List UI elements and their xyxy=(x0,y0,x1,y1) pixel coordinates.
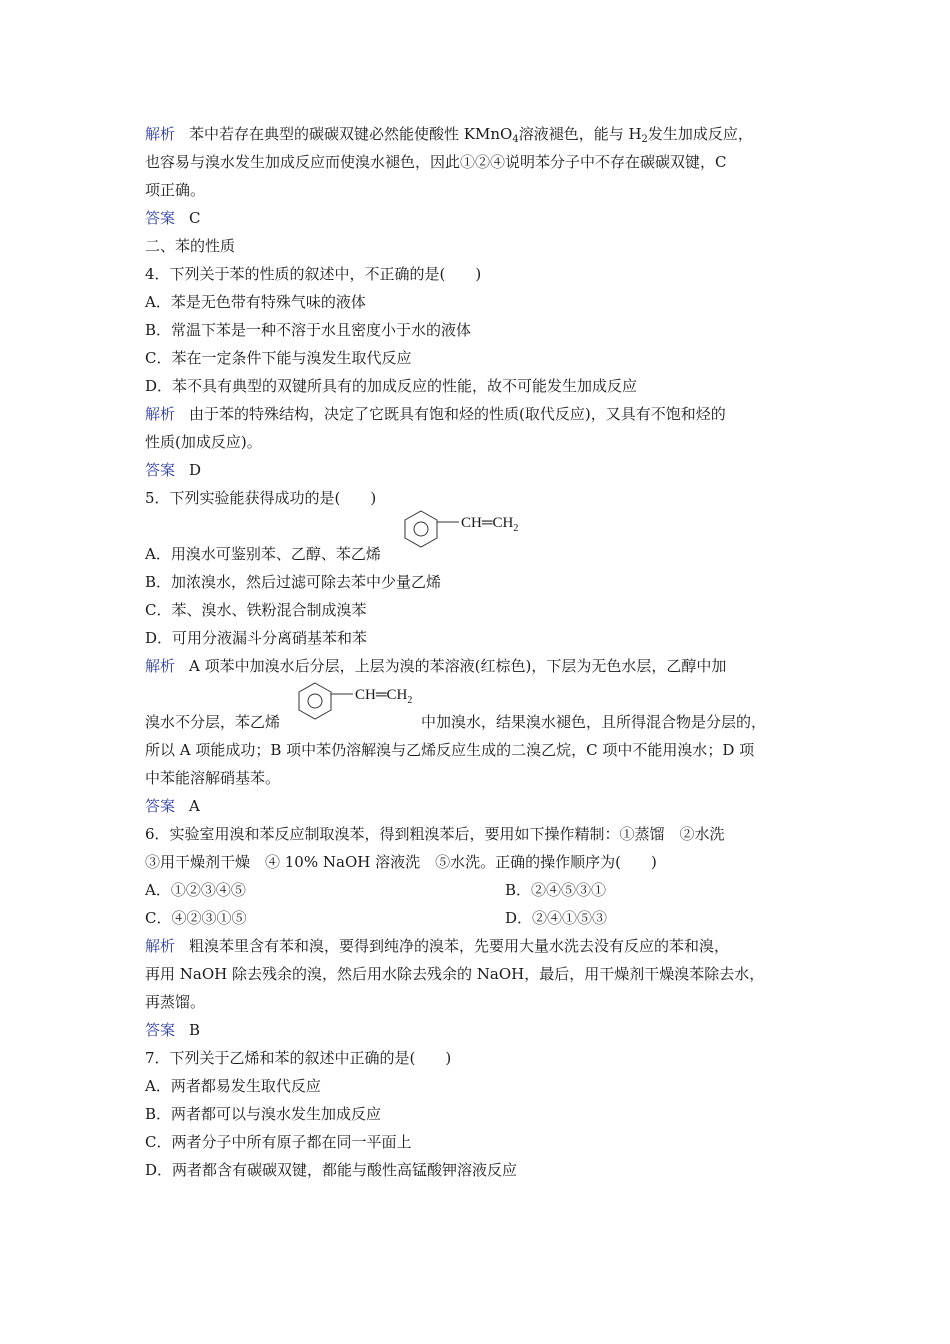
option-a: A．①②③④⑤ xyxy=(145,881,246,899)
answer-value: B xyxy=(189,1021,201,1039)
analysis-line: 项正确。 xyxy=(145,181,206,199)
analysis-line: 也容易与溴水发生加成反应而使溴水褪色，因此①②④说明苯分子中不存在碳碳双键，C xyxy=(145,153,727,171)
subscript: 4 xyxy=(512,134,519,145)
analysis-text: 由于苯的特殊结构，决定了它既具有饱和烃的性质(取代反应)，又具有不饱和烃的 xyxy=(189,405,726,423)
answer-line xyxy=(145,204,810,232)
question-stem: ③用干燥剂干燥 ④ 10% NaOH 溶液洗 ⑤水洗。正确的操作顺序为( ) xyxy=(145,853,657,871)
analysis-text: 中加溴水，结果溴水褪色，且所得混合物是分层的， xyxy=(421,713,767,731)
option-d: D．苯不具有典型的双键所具有的加成反应的性能，故不可能发生加成反应 xyxy=(145,377,638,395)
styrene-formula: $CH═CH_2$ xyxy=(461,515,519,534)
analysis-label: 解析 xyxy=(145,125,176,143)
question-stem: 6．实验室用溴和苯反应制取溴苯，得到粗溴苯后，要用如下操作精制：①蒸馏 ②水洗 xyxy=(145,825,725,843)
answer-label: 答案 xyxy=(145,461,176,479)
styrene-structure xyxy=(401,510,551,550)
analysis-line: 所以 A 项能成功；B 项中苯仍溶解溴与乙烯反应生成的二溴乙烷，C 项中不能用溴水；D 项 xyxy=(145,741,755,759)
options-row xyxy=(145,904,810,932)
analysis-text: A 项苯中加溴水后分层，上层为溴的苯溶液(红棕色)，下层为无色水层，乙醇中加 xyxy=(189,657,727,675)
section-heading: 二、苯的性质 xyxy=(145,237,236,255)
option-d: D．②④①⑤③ xyxy=(505,909,608,927)
answer-value: C xyxy=(189,209,201,227)
question-stem: 4．下列关于苯的性质的叙述中，不正确的是( ) xyxy=(145,265,482,283)
option-d: D．两者都含有碳碳双键，都能与酸性高锰酸钾溶液反应 xyxy=(145,1161,518,1179)
answer-label: 答案 xyxy=(145,1021,176,1039)
analysis-line: 再用 NaOH 除去残余的溴，然后用水除去残余的 NaOH，最后，用干燥剂干燥溴苯除去水， xyxy=(145,965,765,983)
answer-line xyxy=(145,792,810,820)
analysis-text: 粗溴苯里含有苯和溴，要得到纯净的溴苯，先要用大量水洗去没有反应的苯和溴， xyxy=(189,937,730,955)
subscript: 2 xyxy=(641,134,648,145)
option-b: B．②④⑤③① xyxy=(505,881,607,899)
answer-label: 答案 xyxy=(145,209,176,227)
option-b: B．两者都可以与溴水发生加成反应 xyxy=(145,1105,382,1123)
analysis-line-with-structure xyxy=(145,680,810,736)
analysis-line xyxy=(145,932,810,960)
option-d: D．可用分液漏斗分离硝基苯和苯 xyxy=(145,629,368,647)
analysis-line: 再蒸馏。 xyxy=(145,993,206,1011)
option-a: A．两者都易发生取代反应 xyxy=(145,1077,321,1095)
analysis-line xyxy=(145,120,810,148)
option-c: C．两者分子中所有原子都在同一平面上 xyxy=(145,1133,412,1151)
option-b: B．常温下苯是一种不溶于水且密度小于水的液体 xyxy=(145,321,472,339)
answer-line xyxy=(145,1016,810,1044)
document-page xyxy=(145,120,810,1184)
analysis-label: 解析 xyxy=(145,657,176,675)
analysis-text: 溶液褪色，能与 H xyxy=(518,125,642,143)
answer-label: 答案 xyxy=(145,797,176,815)
analysis-line xyxy=(145,400,810,428)
option-b: B．加浓溴水，然后过滤可除去苯中少量乙烯 xyxy=(145,573,442,591)
options-row xyxy=(145,876,810,904)
question-stem: 5．下列实验能获得成功的是( ) xyxy=(145,489,377,507)
analysis-text: 溴水不分层，苯乙烯 xyxy=(145,713,281,731)
answer-value: A xyxy=(189,797,200,815)
option-c: C．苯、溴水、铁粉混合制成溴苯 xyxy=(145,601,367,619)
analysis-label: 解析 xyxy=(145,937,176,955)
question-stem: 7．下列关于乙烯和苯的叙述中正确的是( ) xyxy=(145,1049,452,1067)
option-c: C．④②③①⑤ xyxy=(145,909,247,927)
analysis-line xyxy=(145,652,810,680)
answer-value: D xyxy=(189,461,202,479)
analysis-text: 发生加成反应， xyxy=(647,125,753,143)
styrene-formula: $CH═CH_2$ xyxy=(355,687,413,706)
analysis-line: 中苯能溶解硝基苯。 xyxy=(145,769,281,787)
analysis-line: 性质(加成反应)。 xyxy=(145,433,262,451)
analysis-label: 解析 xyxy=(145,405,176,423)
answer-line xyxy=(145,456,810,484)
option-a: A．苯是无色带有特殊气味的液体 xyxy=(145,293,366,311)
option-c: C．苯在一定条件下能与溴发生取代反应 xyxy=(145,349,412,367)
analysis-text: 苯中若存在典型的碳碳双键必然能使酸性 KMnO xyxy=(189,125,513,143)
option-a-block xyxy=(145,512,810,568)
option-a: A．用溴水可鉴别苯、乙醇、苯乙烯 xyxy=(145,545,381,563)
